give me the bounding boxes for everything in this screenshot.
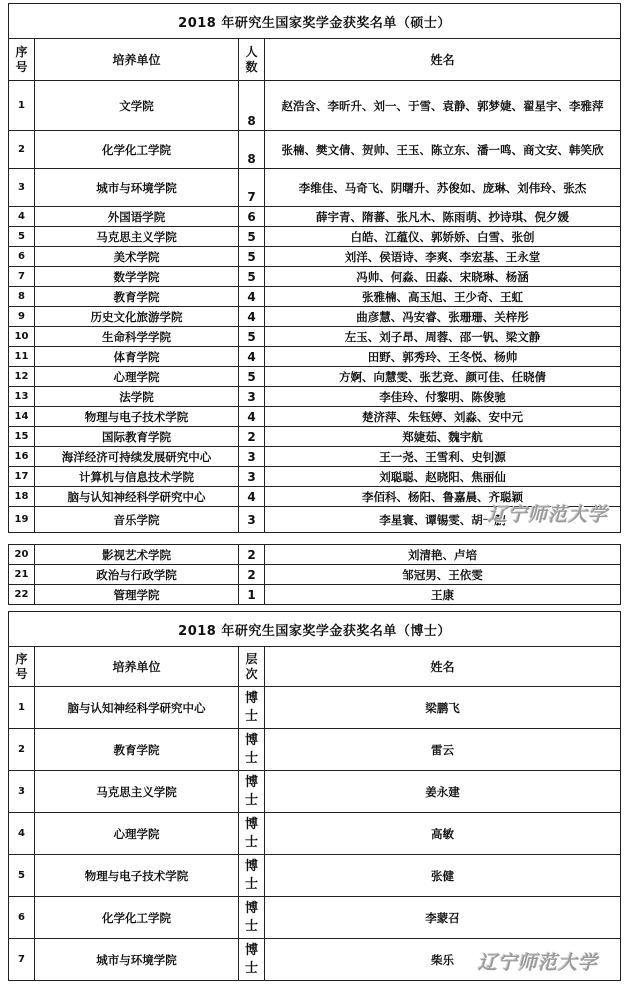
master-table-continued [8, 544, 620, 605]
header-names: 姓名 [265, 39, 621, 81]
row-names: 邹冠男、王依雯 [265, 565, 621, 585]
row-count: 4 [239, 347, 265, 367]
row-index: 2 [9, 131, 35, 169]
row-level: 博士 [239, 855, 265, 897]
watermark-text: 辽宁师范大学 [478, 952, 599, 974]
row-unit: 物理与电子技术学院 [35, 407, 239, 427]
table-row [9, 227, 621, 247]
row-names: 姜永建 [265, 771, 621, 813]
row-unit: 心理学院 [35, 367, 239, 387]
row-unit: 文学院 [35, 81, 239, 131]
row-unit: 教育学院 [35, 287, 239, 307]
table-row [9, 327, 621, 347]
row-index: 16 [9, 447, 35, 467]
row-index: 5 [9, 855, 35, 897]
row-unit: 数学学院 [35, 267, 239, 287]
table-row [9, 207, 621, 227]
row-unit: 外国语学院 [35, 207, 239, 227]
row-names: 王一尧、王雪利、史钊源 [265, 447, 621, 467]
row-names: 刘洋、侯语诗、李爽、李宏基、王永堂 [265, 247, 621, 267]
table-row [9, 545, 621, 565]
row-count: 2 [239, 565, 265, 585]
row-names: 方婀、向慧雯、张艺竞、颜可佳、任晓倩 [265, 367, 621, 387]
row-names: 雷云 [265, 729, 621, 771]
row-index: 17 [9, 467, 35, 487]
doctor-rows [9, 687, 621, 981]
doctor-row [9, 855, 621, 897]
row-level: 博士 [239, 939, 265, 981]
row-unit: 城市与环境学院 [35, 939, 239, 981]
table-row [9, 565, 621, 585]
master-award-table-continued [8, 544, 621, 605]
row-names: 郑婕茹、魏宇航 [265, 427, 621, 447]
row-index: 21 [9, 565, 35, 585]
row-index: 6 [9, 897, 35, 939]
row-names: 刘聪聪、赵晓阳、焦丽仙 [265, 467, 621, 487]
doctor-row [9, 729, 621, 771]
row-index: 7 [9, 939, 35, 981]
row-index: 14 [9, 407, 35, 427]
table-row [9, 447, 621, 467]
table-row [9, 287, 621, 307]
row-unit: 美术学院 [35, 247, 239, 267]
row-unit: 影视艺术学院 [35, 545, 239, 565]
row-names: 赵浩含、李昕升、刘一、于雪、袁静、郭梦婕、翟星宇、李雅萍 [265, 81, 621, 131]
row-count: 8 [239, 131, 265, 169]
row-names: 楚济萍、朱钰婷、刘淼、安中元 [265, 407, 621, 427]
row-unit: 脑与认知神经科学研究中心 [35, 687, 239, 729]
row-names: 白皓、江蕴仪、郭娇娇、白雪、张创 [265, 227, 621, 247]
doctor-row [9, 897, 621, 939]
row-unit: 管理学院 [35, 585, 239, 605]
row-unit: 法学院 [35, 387, 239, 407]
row-count: 5 [239, 367, 265, 387]
row-index: 4 [9, 207, 35, 227]
row-index: 1 [9, 81, 35, 131]
doctor-header-names: 姓名 [265, 647, 621, 687]
row-level: 博士 [239, 897, 265, 939]
row-level: 博士 [239, 687, 265, 729]
row-count: 2 [239, 545, 265, 565]
table-row [9, 387, 621, 407]
row-unit: 音乐学院 [35, 507, 239, 533]
row-names: 柴乐 [265, 939, 621, 981]
row-names: 李蒙召 [265, 897, 621, 939]
row-unit: 城市与环境学院 [35, 169, 239, 207]
row-unit: 物理与电子技术学院 [35, 855, 239, 897]
row-names: 田野、郭秀玲、王冬悦、杨帅 [265, 347, 621, 367]
row-names: 李星寰、谭锡雯、胡一鹏 [265, 507, 621, 533]
row-index: 10 [9, 327, 35, 347]
row-count: 5 [239, 267, 265, 287]
row-unit: 化学化工学院 [35, 131, 239, 169]
row-names: 梁鹏飞 [265, 687, 621, 729]
watermark-text: 辽宁师范大学 [488, 504, 609, 526]
doctor-row [9, 687, 621, 729]
doctor-row [9, 771, 621, 813]
row-index: 1 [9, 687, 35, 729]
row-index: 22 [9, 585, 35, 605]
row-names: 曲彦慧、冯安睿、张珊珊、关梓彤 [265, 307, 621, 327]
row-index: 11 [9, 347, 35, 367]
row-unit: 化学化工学院 [35, 897, 239, 939]
row-unit: 教育学院 [35, 729, 239, 771]
row-unit: 脑与认知神经科学研究中心 [35, 487, 239, 507]
row-unit: 政治与行政学院 [35, 565, 239, 585]
row-unit: 历史文化旅游学院 [35, 307, 239, 327]
table-row [9, 367, 621, 387]
row-count: 5 [239, 247, 265, 267]
header-index: 序号 [9, 39, 35, 81]
table-row [9, 407, 621, 427]
row-index: 20 [9, 545, 35, 565]
table-row [9, 585, 621, 605]
doctor-header-level: 层次 [239, 647, 265, 687]
row-count: 4 [239, 407, 265, 427]
row-count: 3 [239, 447, 265, 467]
row-level: 博士 [239, 729, 265, 771]
row-index: 13 [9, 387, 35, 407]
row-names: 张雅楠、高玉旭、王少奇、王虹 [265, 287, 621, 307]
row-unit: 马克思主义学院 [35, 771, 239, 813]
row-names: 张楠、樊文倩、贺帅、王玉、陈立东、潘一鸣、商文安、韩笑欣 [265, 131, 621, 169]
master-table-section [8, 3, 620, 533]
master-rows-part2 [9, 545, 621, 605]
row-count: 4 [239, 487, 265, 507]
row-names: 左玉、刘子昂、周蓉、邵一钒、梁文静 [265, 327, 621, 347]
row-index: 5 [9, 227, 35, 247]
master-table-title: 2018 年研究生国家奖学金获奖名单（硕士） [9, 4, 621, 39]
row-index: 19 [9, 507, 35, 533]
row-level: 博士 [239, 771, 265, 813]
row-names: 李佳玲、付黎明、陈俊驰 [265, 387, 621, 407]
row-count: 5 [239, 227, 265, 247]
doctor-award-table [8, 611, 621, 981]
row-index: 7 [9, 267, 35, 287]
master-rows-part1 [9, 81, 621, 533]
row-count: 3 [239, 467, 265, 487]
row-index: 9 [9, 307, 35, 327]
row-unit: 体育学院 [35, 347, 239, 367]
table-row [9, 307, 621, 327]
table-row [9, 267, 621, 287]
row-index: 3 [9, 771, 35, 813]
row-names: 张健 [265, 855, 621, 897]
table-row [9, 131, 621, 169]
header-count: 人数 [239, 39, 265, 81]
row-index: 15 [9, 427, 35, 447]
row-names: 冯帅、何淼、田淼、宋晓琳、杨涵 [265, 267, 621, 287]
master-award-table [8, 3, 621, 533]
table-row [9, 169, 621, 207]
row-unit: 国际教育学院 [35, 427, 239, 447]
row-index: 12 [9, 367, 35, 387]
row-unit: 生命科学学院 [35, 327, 239, 347]
row-index: 6 [9, 247, 35, 267]
row-names: 王康 [265, 585, 621, 605]
row-level: 博士 [239, 813, 265, 855]
row-names: 高敏 [265, 813, 621, 855]
row-count: 8 [239, 81, 265, 131]
row-count: 1 [239, 585, 265, 605]
row-index: 2 [9, 729, 35, 771]
row-count: 4 [239, 287, 265, 307]
row-unit: 海洋经济可持续发展研究中心 [35, 447, 239, 467]
doctor-header-unit: 培养单位 [35, 647, 239, 687]
row-count: 3 [239, 387, 265, 407]
row-unit: 心理学院 [35, 813, 239, 855]
row-index: 18 [9, 487, 35, 507]
doctor-table-section [8, 611, 620, 981]
row-unit: 马克思主义学院 [35, 227, 239, 247]
row-count: 3 [239, 507, 265, 533]
row-index: 8 [9, 287, 35, 307]
doctor-header-index: 序号 [9, 647, 35, 687]
row-names: 李佰科、杨阳、鲁嘉晨、齐聪颖 [265, 487, 621, 507]
row-names: 李维佳、马奇飞、阴曙升、苏俊如、庞琳、刘伟玲、张杰 [265, 169, 621, 207]
row-count: 2 [239, 427, 265, 447]
row-index: 3 [9, 169, 35, 207]
row-unit: 计算机与信息技术学院 [35, 467, 239, 487]
row-names: 薛宇青、隋蕃、张凡木、陈雨萌、抄诗琪、倪夕媛 [265, 207, 621, 227]
table-row [9, 347, 621, 367]
doctor-row [9, 813, 621, 855]
table-row [9, 247, 621, 267]
row-count: 7 [239, 169, 265, 207]
header-unit: 培养单位 [35, 39, 239, 81]
table-row [9, 467, 621, 487]
row-index: 4 [9, 813, 35, 855]
row-count: 6 [239, 207, 265, 227]
row-names: 刘清艳、卢培 [265, 545, 621, 565]
table-row [9, 81, 621, 131]
doctor-table-title: 2018 年研究生国家奖学金获奖名单（博士） [9, 612, 621, 647]
row-count: 5 [239, 327, 265, 347]
table-row [9, 427, 621, 447]
row-count: 4 [239, 307, 265, 327]
